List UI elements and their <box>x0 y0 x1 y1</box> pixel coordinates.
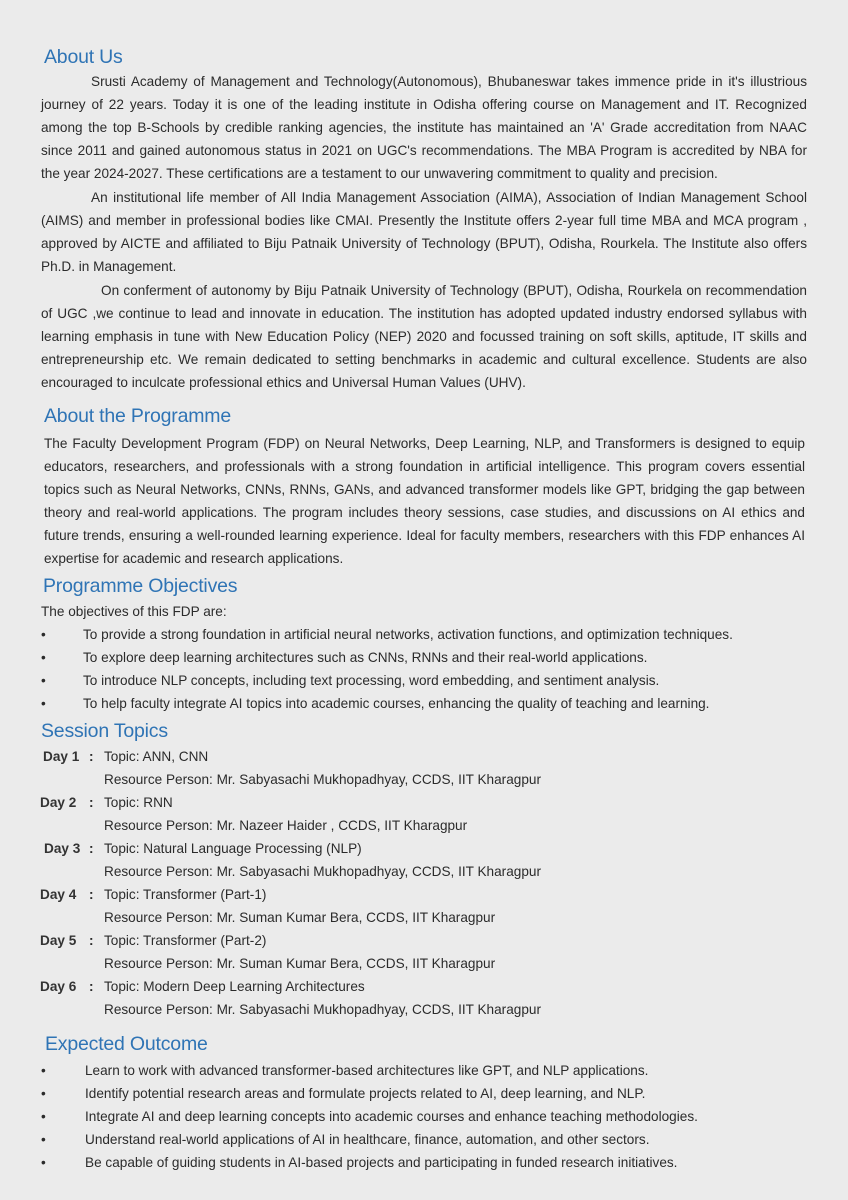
about-us-paragraph-3: On conferment of autonomy by Biju Patnaik University of Technology (BPUT), Odisha, Rourkela on recommendation of UGC ,we continue to lead and innovate in education. The institution has adopted updated industry endorsed syllabus with learning emphasis in tune with New Education Policy (NEP) 2020 and focussed training on soft skills, aptitude, IT skills and entrepreneurship etc. We remain dedicated to setting benchmarks in academic and cultural excellence. Students are also encouraged to inculcate professional ethics and Universal Human Values (UHV). <box>41 283 807 391</box>
bullet-icon: • <box>41 1132 46 1147</box>
bullet-icon: • <box>41 1063 46 1078</box>
session-topic: Topic: RNN <box>104 795 173 810</box>
outcome-heading: Expected Outcome <box>45 1033 208 1055</box>
outcome-list <box>41 1059 821 1174</box>
session-resource-person: Resource Person: Mr. Nazeer Haider , CCDS, IIT Kharagpur <box>104 818 468 833</box>
session-resource-person: Resource Person: Mr. Sabyasachi Mukhopadhyay, CCDS, IIT Kharagpur <box>104 772 541 787</box>
about-us-heading: About Us <box>44 46 123 68</box>
session-topic: Topic: ANN, CNN <box>104 749 209 764</box>
session-resource-person: Resource Person: Mr. Sabyasachi Mukhopadhyay, CCDS, IIT Kharagpur <box>104 1002 541 1017</box>
bullet-icon: • <box>41 650 46 665</box>
session-topic: Topic: Modern Deep Learning Architectures <box>104 979 365 994</box>
list-item: • Integrate AI and deep learning concepts into academic courses and enhance teaching methodologies. <box>41 1105 821 1128</box>
sessions-heading: Session Topics <box>41 720 168 742</box>
list-item: • Understand real-world applications of AI in healthcare, finance, automation, and other sectors. <box>41 1128 821 1151</box>
session-resource-person: Resource Person: Mr. Suman Kumar Bera, CCDS, IIT Kharagpur <box>104 956 496 971</box>
list-item: • Be capable of guiding students in AI-based projects and participating in funded research initiatives. <box>41 1151 821 1174</box>
list-item: • Identify potential research areas and formulate projects related to AI, deep learning, and NLP. <box>41 1082 821 1105</box>
session-list <box>40 745 740 1021</box>
objectives-heading: Programme Objectives <box>43 575 238 597</box>
session-topic: Topic: Transformer (Part-2) <box>104 933 267 948</box>
session-resource-person: Resource Person: Mr. Sabyasachi Mukhopadhyay, CCDS, IIT Kharagpur <box>104 864 541 879</box>
list-item: • To provide a strong foundation in artificial neural networks, activation functions, and optimization techniques. <box>41 623 821 646</box>
day-label: Day 4 <box>40 887 77 902</box>
session-topic: Topic: Transformer (Part-1) <box>104 887 267 902</box>
day-label: Day 1 <box>43 749 80 764</box>
bullet-icon: • <box>41 1086 46 1101</box>
about-us-paragraph-2: An institutional life member of All India Management Association (AIMA), Association of Indian Management School (AIMS) and member in professional bodies like CMAI. Presently the Institute offers 2-year full time MBA and MCA program , approved by AICTE and affiliated to Biju Patnaik University of Technology (BPUT), Odisha, Rourkela. The Institute also offers Ph.D. in Management. <box>41 190 807 275</box>
bullet-icon: • <box>41 696 46 711</box>
bullet-icon: • <box>41 1155 46 1170</box>
list-item: • To help faculty integrate AI topics into academic courses, enhancing the quality of teaching and learning. <box>41 692 821 715</box>
about-us-paragraph-1: Srusti Academy of Management and Technology(Autonomous), Bhubaneswar takes immence pride in it's illustrious journey of 22 years. Today it is one of the leading institute in Odisha offering course on Management and IT. Recognized among the top B-Schools by credible ranking agencies, the institute has maintained an 'A' Grade accreditation from NAAC since 2011 and gained autonomous status in 2021 on UGC's recommendations. The MBA Program is accredited by NBA for the year 2024-2027. These certifications are a testament to our unwavering commitment to quality and precision. <box>41 74 807 182</box>
session-day-5: Day 5 : Topic: Transformer (Part-2) Resource Person: Mr. Suman Kumar Bera, CCDS, IIT Kharagpur <box>40 929 740 975</box>
list-item: • To explore deep learning architectures such as CNNs, RNNs and their real-world applications. <box>41 646 821 669</box>
session-day-2: Day 2 : Topic: RNN Resource Person: Mr. Nazeer Haider , CCDS, IIT Kharagpur <box>40 791 740 837</box>
session-resource-person: Resource Person: Mr. Suman Kumar Bera, CCDS, IIT Kharagpur <box>104 910 496 925</box>
session-topic: Topic: Natural Language Processing (NLP) <box>104 841 362 856</box>
day-label: Day 6 <box>40 979 77 994</box>
session-day-4: Day 4 : Topic: Transformer (Part-1) Resource Person: Mr. Suman Kumar Bera, CCDS, IIT Kharagpur <box>40 883 740 929</box>
list-item: • To introduce NLP concepts, including text processing, word embedding, and sentiment analysis. <box>41 669 821 692</box>
session-day-3: Day 3 : Topic: Natural Language Processing (NLP) Resource Person: Mr. Sabyasachi Mukhopadhyay, CCDS, IIT Kharagpur <box>40 837 740 883</box>
session-day-6: Day 6 : Topic: Modern Deep Learning Architectures Resource Person: Mr. Sabyasachi Mukhopadhyay, CCDS, IIT Kharagpur <box>40 975 740 1021</box>
about-programme-heading: About the Programme <box>44 405 231 427</box>
day-label: Day 5 <box>40 933 77 948</box>
bullet-icon: • <box>41 627 46 642</box>
objectives-list <box>41 623 821 715</box>
day-label: Day 2 <box>40 795 77 810</box>
objectives-intro: The objectives of this FDP are: <box>41 604 227 619</box>
bullet-icon: • <box>41 673 46 688</box>
day-label: Day 3 <box>44 841 81 856</box>
list-item: • Learn to work with advanced transformer-based architectures like GPT, and NLP applications. <box>41 1059 821 1082</box>
bullet-icon: • <box>41 1109 46 1124</box>
session-day-1: Day 1 : Topic: ANN, CNN Resource Person: Mr. Sabyasachi Mukhopadhyay, CCDS, IIT Kharagpur <box>40 745 740 791</box>
about-programme-paragraph: The Faculty Development Program (FDP) on Neural Networks, Deep Learning, NLP, and Transformers is designed to equip educators, researchers, and professionals with a strong foundation in artificial intelligence. This program covers essential topics such as Neural Networks, CNNs, RNNs, GANs, and advanced transformer models like GPT, bridging the gap between theory and real-world applications. The program includes theory sessions, case studies, and discussions on AI ethics and future trends, ensuring a well-rounded learning experience. Ideal for faculty members, researchers with this FDP enhances AI expertise for academic and research applications. <box>44 436 805 567</box>
